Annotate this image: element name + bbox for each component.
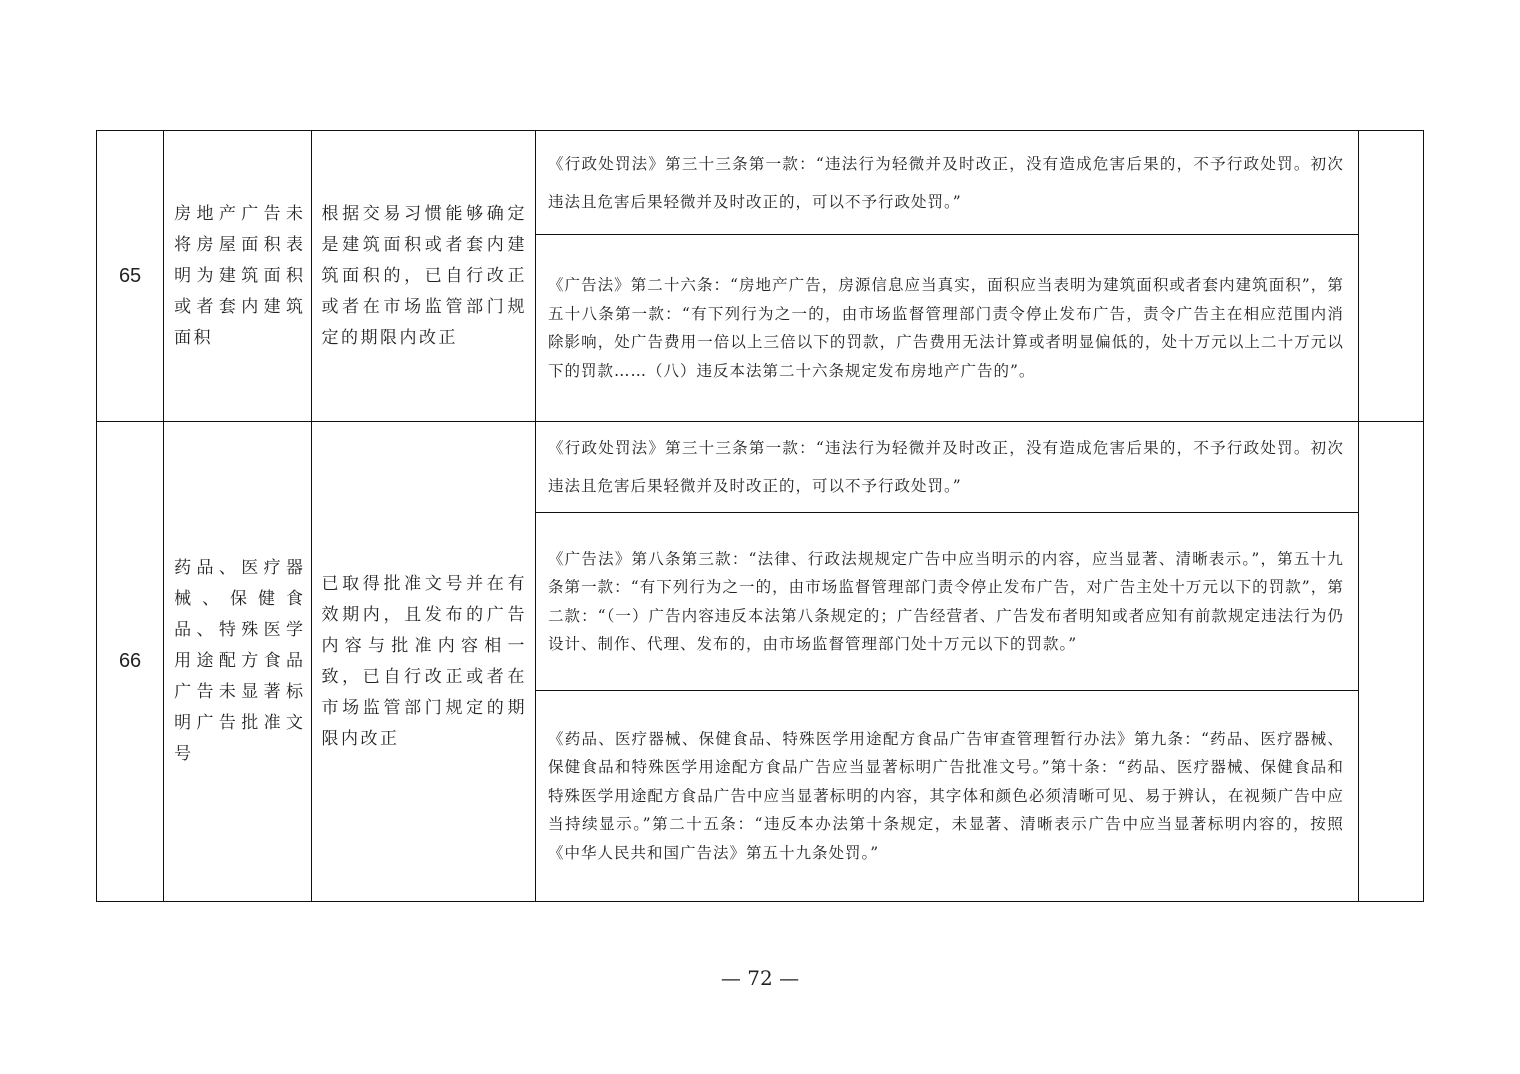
page-number: — 72 — — [720, 966, 800, 990]
legal-basis-clause: 《广告法》第二十六条：“房地产广告，房源信息应当真实，面积应当表明为建筑面积或者套内建筑面积”，第五十八条第一款：“有下列行为之一的，由市场监督管理部门责令停止发布广告，责令广告主在相应范围内消除影响，处广告费用一倍以上三倍以下的罚款，广告费用无法计算或者明显偏低的，处十万元以上二十万元以下的罚款……（八）违反本法第二十六条规定发布房地产广告的”。 — [547, 276, 1344, 380]
violation-item: 房地产广告未将房屋面积表明为建筑面积或者套内建筑面积 — [164, 131, 312, 422]
legal-basis-clause: 《行政处罚法》第三十三条第一款：“违法行为轻微并及时改正，没有造成危害后果的，不予行政处罚。初次违法且危害后果轻微并及时改正的，可以不予行政处罚。” — [536, 422, 1358, 513]
row-number: 66 — [97, 422, 164, 902]
remark-cell — [1358, 131, 1423, 422]
exemption-condition: 已取得批准文号并在有效期内，且发布的广告内容与批准内容相一致，已自行改正或者在市场监管部门规定的期限内改正 — [312, 422, 536, 902]
legal-basis-cell — [535, 422, 1358, 902]
legal-basis-clause: 《行政处罚法》第三十三条第一款：“违法行为轻微并及时改正，没有造成危害后果的，不予行政处罚。初次违法且危害后果轻微并及时改正的，可以不予行政处罚。” — [536, 131, 1358, 235]
legal-basis-clause: 《药品、医疗器械、保健食品、特殊医学用途配方食品广告审查管理暂行办法》第九条：“药品、医疗器械、保健食品和特殊医学用途配方食品广告应当显著标明广告批准文号。”第十条：“药品、医疗器械、保健食品和特殊医学用途配方食品广告中应当显著标明的内容，其字体和颜色必须清晰可见、易于辨认，在视频广告中应当持续显示。”第二十五条：“违反本办法第十条规定，未显著、清晰表示广告中应当显著标明内容的，按照《中华人民共和国广告法》第五十九条处罚。” — [547, 729, 1344, 862]
regulation-table — [96, 130, 1424, 902]
legal-basis-cell — [535, 131, 1358, 422]
table-row — [97, 422, 1424, 902]
exemption-condition: 根据交易习惯能够确定是建筑面积或者套内建筑面积的，已自行改正或者在市场监管部门规定的期限内改正 — [312, 131, 536, 422]
row-number: 65 — [97, 131, 164, 422]
table-row — [97, 131, 1424, 422]
violation-item: 药品、医疗器械、保健食品、特殊医学用途配方食品广告未显著标明广告批准文号 — [164, 422, 312, 902]
remark-cell — [1358, 422, 1423, 902]
legal-basis-clause: 《广告法》第八条第三款：“法律、行政法规规定广告中应当明示的内容，应当显著、清晰表示。”，第五十九条第一款：“有下列行为之一的，由市场监督管理部门责令停止发布广告，对广告主处十万元以下的罚款”，第二款：“（一）广告内容违反本法第八条规定的；广告经营者、广告发布者明知或者应知有前款规定违法行为仍设计、制作、代理、发布的，由市场监督管理部门处十万元以下的罚款。” — [536, 513, 1358, 691]
